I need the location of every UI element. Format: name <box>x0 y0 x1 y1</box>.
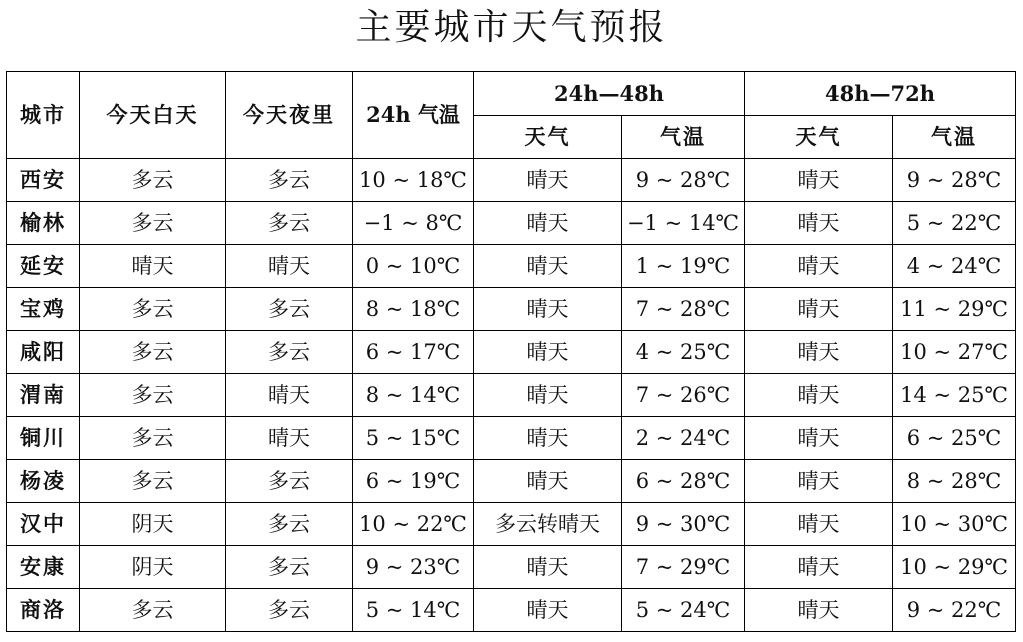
temp-48h-cell: 4 ~ 25℃ <box>622 331 745 374</box>
header-temp-24h: 24h 气温 <box>353 72 474 159</box>
today-night-cell: 多云 <box>226 331 353 374</box>
table-row <box>7 159 1016 202</box>
table-row <box>7 374 1016 417</box>
temp-72h-cell: 10 ~ 30℃ <box>893 503 1016 546</box>
temp-48h-cell: 1 ~ 19℃ <box>622 245 745 288</box>
table-row <box>7 331 1016 374</box>
temp-48h-cell: 5 ~ 24℃ <box>622 589 745 632</box>
temp-48h-cell: 9 ~ 28℃ <box>622 159 745 202</box>
today-day-cell: 阴天 <box>80 503 226 546</box>
temp-48h-cell: 6 ~ 28℃ <box>622 460 745 503</box>
table-row <box>7 417 1016 460</box>
weather-48h-cell: 晴天 <box>474 202 622 245</box>
temp-72h-cell: 10 ~ 27℃ <box>893 331 1016 374</box>
header-period-48-72: 48h—72h <box>745 72 1016 116</box>
weather-48h-cell: 晴天 <box>474 546 622 589</box>
city-cell: 宝鸡 <box>7 288 80 331</box>
table-row <box>7 503 1016 546</box>
temp-72h-cell: 9 ~ 22℃ <box>893 589 1016 632</box>
today-day-cell: 晴天 <box>80 245 226 288</box>
weather-72h-cell: 晴天 <box>745 202 893 245</box>
weather-72h-cell: 晴天 <box>745 245 893 288</box>
temp-48h-cell: 7 ~ 28℃ <box>622 288 745 331</box>
today-night-cell: 晴天 <box>226 374 353 417</box>
temp-72h-cell: 10 ~ 29℃ <box>893 546 1016 589</box>
city-cell: 渭南 <box>7 374 80 417</box>
weather-48h-cell: 晴天 <box>474 417 622 460</box>
temp-24h-cell: 9 ~ 23℃ <box>353 546 474 589</box>
forecast-table <box>6 71 1016 632</box>
temp-24h-cell: 5 ~ 14℃ <box>353 589 474 632</box>
table-row <box>7 546 1016 589</box>
temp-48h-cell: 2 ~ 24℃ <box>622 417 745 460</box>
today-night-cell: 多云 <box>226 546 353 589</box>
temp-48h-cell: 7 ~ 26℃ <box>622 374 745 417</box>
today-night-cell: 晴天 <box>226 245 353 288</box>
weather-48h-cell: 晴天 <box>474 589 622 632</box>
today-day-cell: 阴天 <box>80 546 226 589</box>
temp-24h-cell: 8 ~ 18℃ <box>353 288 474 331</box>
weather-72h-cell: 晴天 <box>745 417 893 460</box>
table-row <box>7 589 1016 632</box>
city-cell: 杨凌 <box>7 460 80 503</box>
temp-72h-cell: 14 ~ 25℃ <box>893 374 1016 417</box>
temp-72h-cell: 6 ~ 25℃ <box>893 417 1016 460</box>
table-row <box>7 245 1016 288</box>
header-weather-72: 天气 <box>745 116 893 159</box>
today-day-cell: 多云 <box>80 202 226 245</box>
weather-48h-cell: 晴天 <box>474 288 622 331</box>
temp-24h-cell: 8 ~ 14℃ <box>353 374 474 417</box>
city-cell: 商洛 <box>7 589 80 632</box>
city-cell: 咸阳 <box>7 331 80 374</box>
temp-72h-cell: 11 ~ 29℃ <box>893 288 1016 331</box>
header-city: 城市 <box>7 72 80 159</box>
city-cell: 铜川 <box>7 417 80 460</box>
temp-72h-cell: 9 ~ 28℃ <box>893 159 1016 202</box>
weather-48h-cell: 晴天 <box>474 159 622 202</box>
header-today-day: 今天白天 <box>80 72 226 159</box>
today-day-cell: 多云 <box>80 460 226 503</box>
temp-48h-cell: 7 ~ 29℃ <box>622 546 745 589</box>
header-today-night: 今天夜里 <box>226 72 353 159</box>
temp-24h-cell: 5 ~ 15℃ <box>353 417 474 460</box>
temp-48h-cell: 9 ~ 30℃ <box>622 503 745 546</box>
temp-48h-cell: −1 ~ 14℃ <box>622 202 745 245</box>
weather-48h-cell: 多云转晴天 <box>474 503 622 546</box>
header-temp-48: 气温 <box>622 116 745 159</box>
today-day-cell: 多云 <box>80 589 226 632</box>
temp-72h-cell: 5 ~ 22℃ <box>893 202 1016 245</box>
temp-24h-cell: 10 ~ 22℃ <box>353 503 474 546</box>
city-cell: 西安 <box>7 159 80 202</box>
table-row <box>7 288 1016 331</box>
city-cell: 汉中 <box>7 503 80 546</box>
table-row <box>7 460 1016 503</box>
today-night-cell: 多云 <box>226 503 353 546</box>
today-night-cell: 多云 <box>226 159 353 202</box>
temp-24h-cell: 10 ~ 18℃ <box>353 159 474 202</box>
today-night-cell: 多云 <box>226 288 353 331</box>
today-day-cell: 多云 <box>80 331 226 374</box>
today-night-cell: 晴天 <box>226 417 353 460</box>
today-day-cell: 多云 <box>80 159 226 202</box>
weather-72h-cell: 晴天 <box>745 546 893 589</box>
weather-48h-cell: 晴天 <box>474 460 622 503</box>
header-temp-72: 气温 <box>893 116 1016 159</box>
temp-72h-cell: 4 ~ 24℃ <box>893 245 1016 288</box>
today-night-cell: 多云 <box>226 589 353 632</box>
today-night-cell: 多云 <box>226 460 353 503</box>
temp-24h-cell: 6 ~ 19℃ <box>353 460 474 503</box>
header-weather-48: 天气 <box>474 116 622 159</box>
city-cell: 榆林 <box>7 202 80 245</box>
today-day-cell: 多云 <box>80 417 226 460</box>
weather-72h-cell: 晴天 <box>745 589 893 632</box>
today-day-cell: 多云 <box>80 374 226 417</box>
header-period-24-48: 24h—48h <box>474 72 745 116</box>
temp-24h-cell: −1 ~ 8℃ <box>353 202 474 245</box>
city-cell: 延安 <box>7 245 80 288</box>
header-row-top <box>7 72 1016 116</box>
weather-72h-cell: 晴天 <box>745 288 893 331</box>
weather-72h-cell: 晴天 <box>745 503 893 546</box>
weather-48h-cell: 晴天 <box>474 374 622 417</box>
temp-24h-cell: 6 ~ 17℃ <box>353 331 474 374</box>
page-title: 主要城市天气预报 <box>355 7 668 48</box>
temp-24h-cell: 0 ~ 10℃ <box>353 245 474 288</box>
today-night-cell: 多云 <box>226 202 353 245</box>
city-cell: 安康 <box>7 546 80 589</box>
weather-72h-cell: 晴天 <box>745 460 893 503</box>
weather-72h-cell: 晴天 <box>745 331 893 374</box>
temp-72h-cell: 8 ~ 28℃ <box>893 460 1016 503</box>
weather-48h-cell: 晴天 <box>474 245 622 288</box>
weather-72h-cell: 晴天 <box>745 159 893 202</box>
table-row <box>7 202 1016 245</box>
weather-72h-cell: 晴天 <box>745 374 893 417</box>
today-day-cell: 多云 <box>80 288 226 331</box>
weather-48h-cell: 晴天 <box>474 331 622 374</box>
